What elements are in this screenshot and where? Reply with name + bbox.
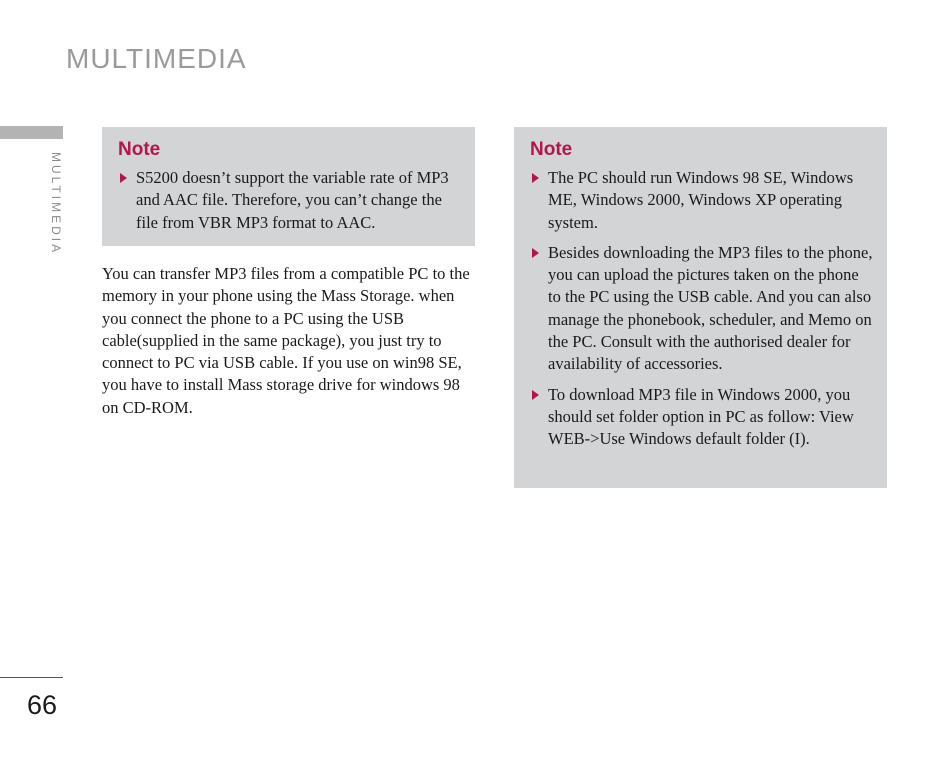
- footer-divider: [0, 677, 63, 678]
- note-item-text: The PC should run Windows 98 SE, Windows ME, Windows 2000, Windows XP operating system.: [548, 168, 854, 232]
- note-list-item: [530, 167, 873, 234]
- note-box-right: [514, 127, 887, 488]
- triangle-bullet-icon: [532, 173, 539, 183]
- note-heading: Note: [530, 139, 573, 160]
- page-title: MULTIMEDIA: [66, 43, 247, 74]
- note-list-item: [530, 242, 873, 376]
- note-list-item: [530, 384, 873, 451]
- page-number: 66: [27, 690, 58, 720]
- section-side-label: MULTIMEDIA: [49, 152, 63, 256]
- triangle-bullet-icon: [532, 248, 539, 258]
- note-item-text: To download MP3 file in Windows 2000, you should set folder option in PC as follow: View WEB->Use Windows default folder (I).: [548, 384, 854, 449]
- triangle-bullet-icon: [532, 390, 539, 400]
- triangle-bullet-icon: [120, 173, 127, 183]
- note-heading: Note: [118, 139, 161, 160]
- note-list-item: [118, 167, 461, 234]
- note-item-text: Besides downloading the MP3 files to the phone, you can upload the pictures taken on the phone to the PC using the USB cable. And you can also manage the phonebook, scheduler, and Memo on the PC. Consult with the authorised dealer for availability of accessories.: [548, 242, 873, 374]
- note-box-left: [102, 127, 475, 246]
- section-tab-bar: [0, 126, 63, 139]
- body-paragraph: You can transfer MP3 files from a compatible PC to the memory in your phone using the Mass Storage. when you connect the phone to a PC using the USB cable(supplied in the same package), you just try to connect to PC via USB cable. If you use on win98 SE, you have to install Mass storage drive for windows 98 on CD-ROM.: [102, 264, 470, 417]
- note-item-text: S5200 doesn’t support the variable rate of MP3 and AAC file. Therefore, you can’t change the file from VBR MP3 format to AAC.: [136, 168, 449, 232]
